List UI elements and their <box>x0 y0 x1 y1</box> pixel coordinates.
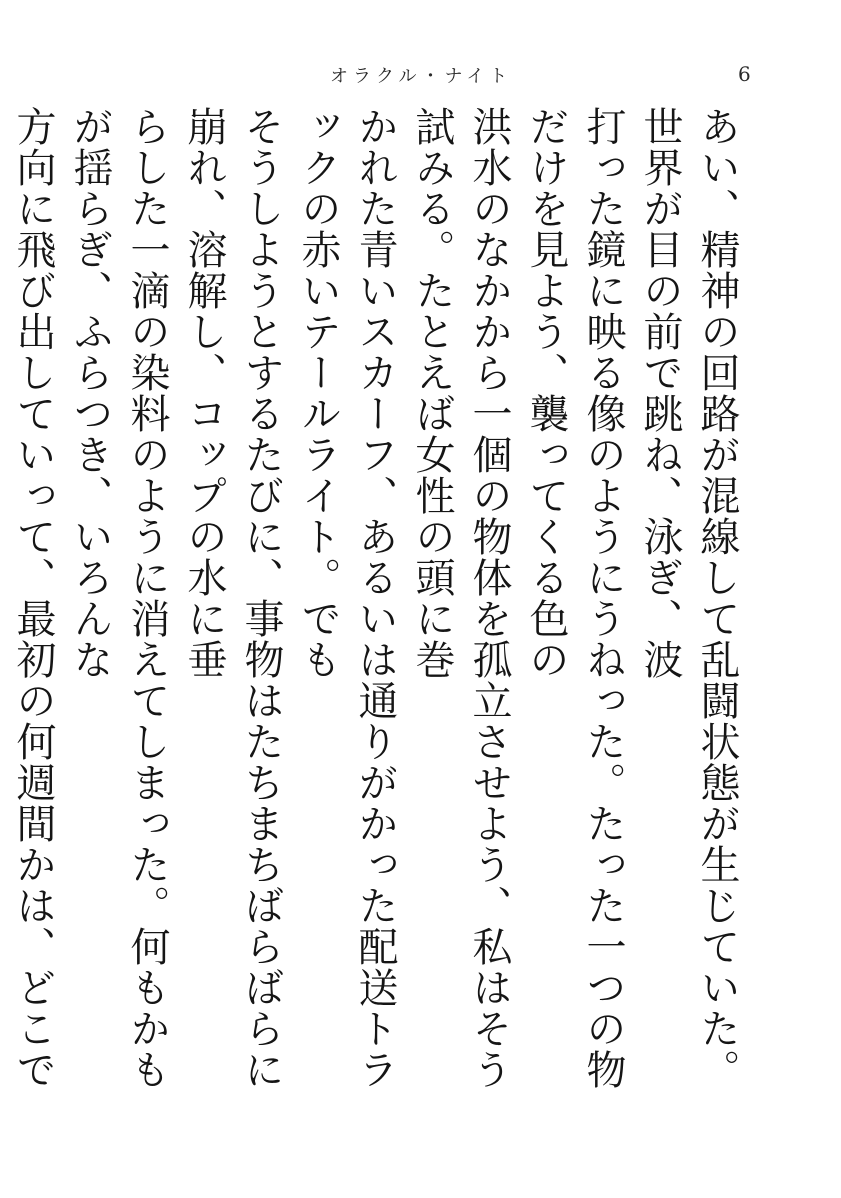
body-text-vertical: あい、精神の回路が混線して乱闘状態が生じていた。世界が目の前で跳ね、泳ぎ、波 打った鏡に映る像のようにうねった。たった一つの物だけを見よう、襲ってくる色の 洪水のなかから一個の物体を孤立させよう、私はそう試みる。たとえば女性の頭に巻 かれた青いスカーフ、あるいは通りがかった配送トラックの赤いテールライト。でも そうしようとするたびに、事物はたちまちばらばらに崩れ、溶解し、コップの水に垂 らした一滴の染料のように消えてしまった。何もかもが揺らぎ、ふらつき、いろんな 方向に飛び出していって、最初の何週間かは、どこで <box>10 106 740 1090</box>
page-number: 6 <box>738 62 751 86</box>
running-header-title: オラクル・ナイト <box>330 66 513 87</box>
